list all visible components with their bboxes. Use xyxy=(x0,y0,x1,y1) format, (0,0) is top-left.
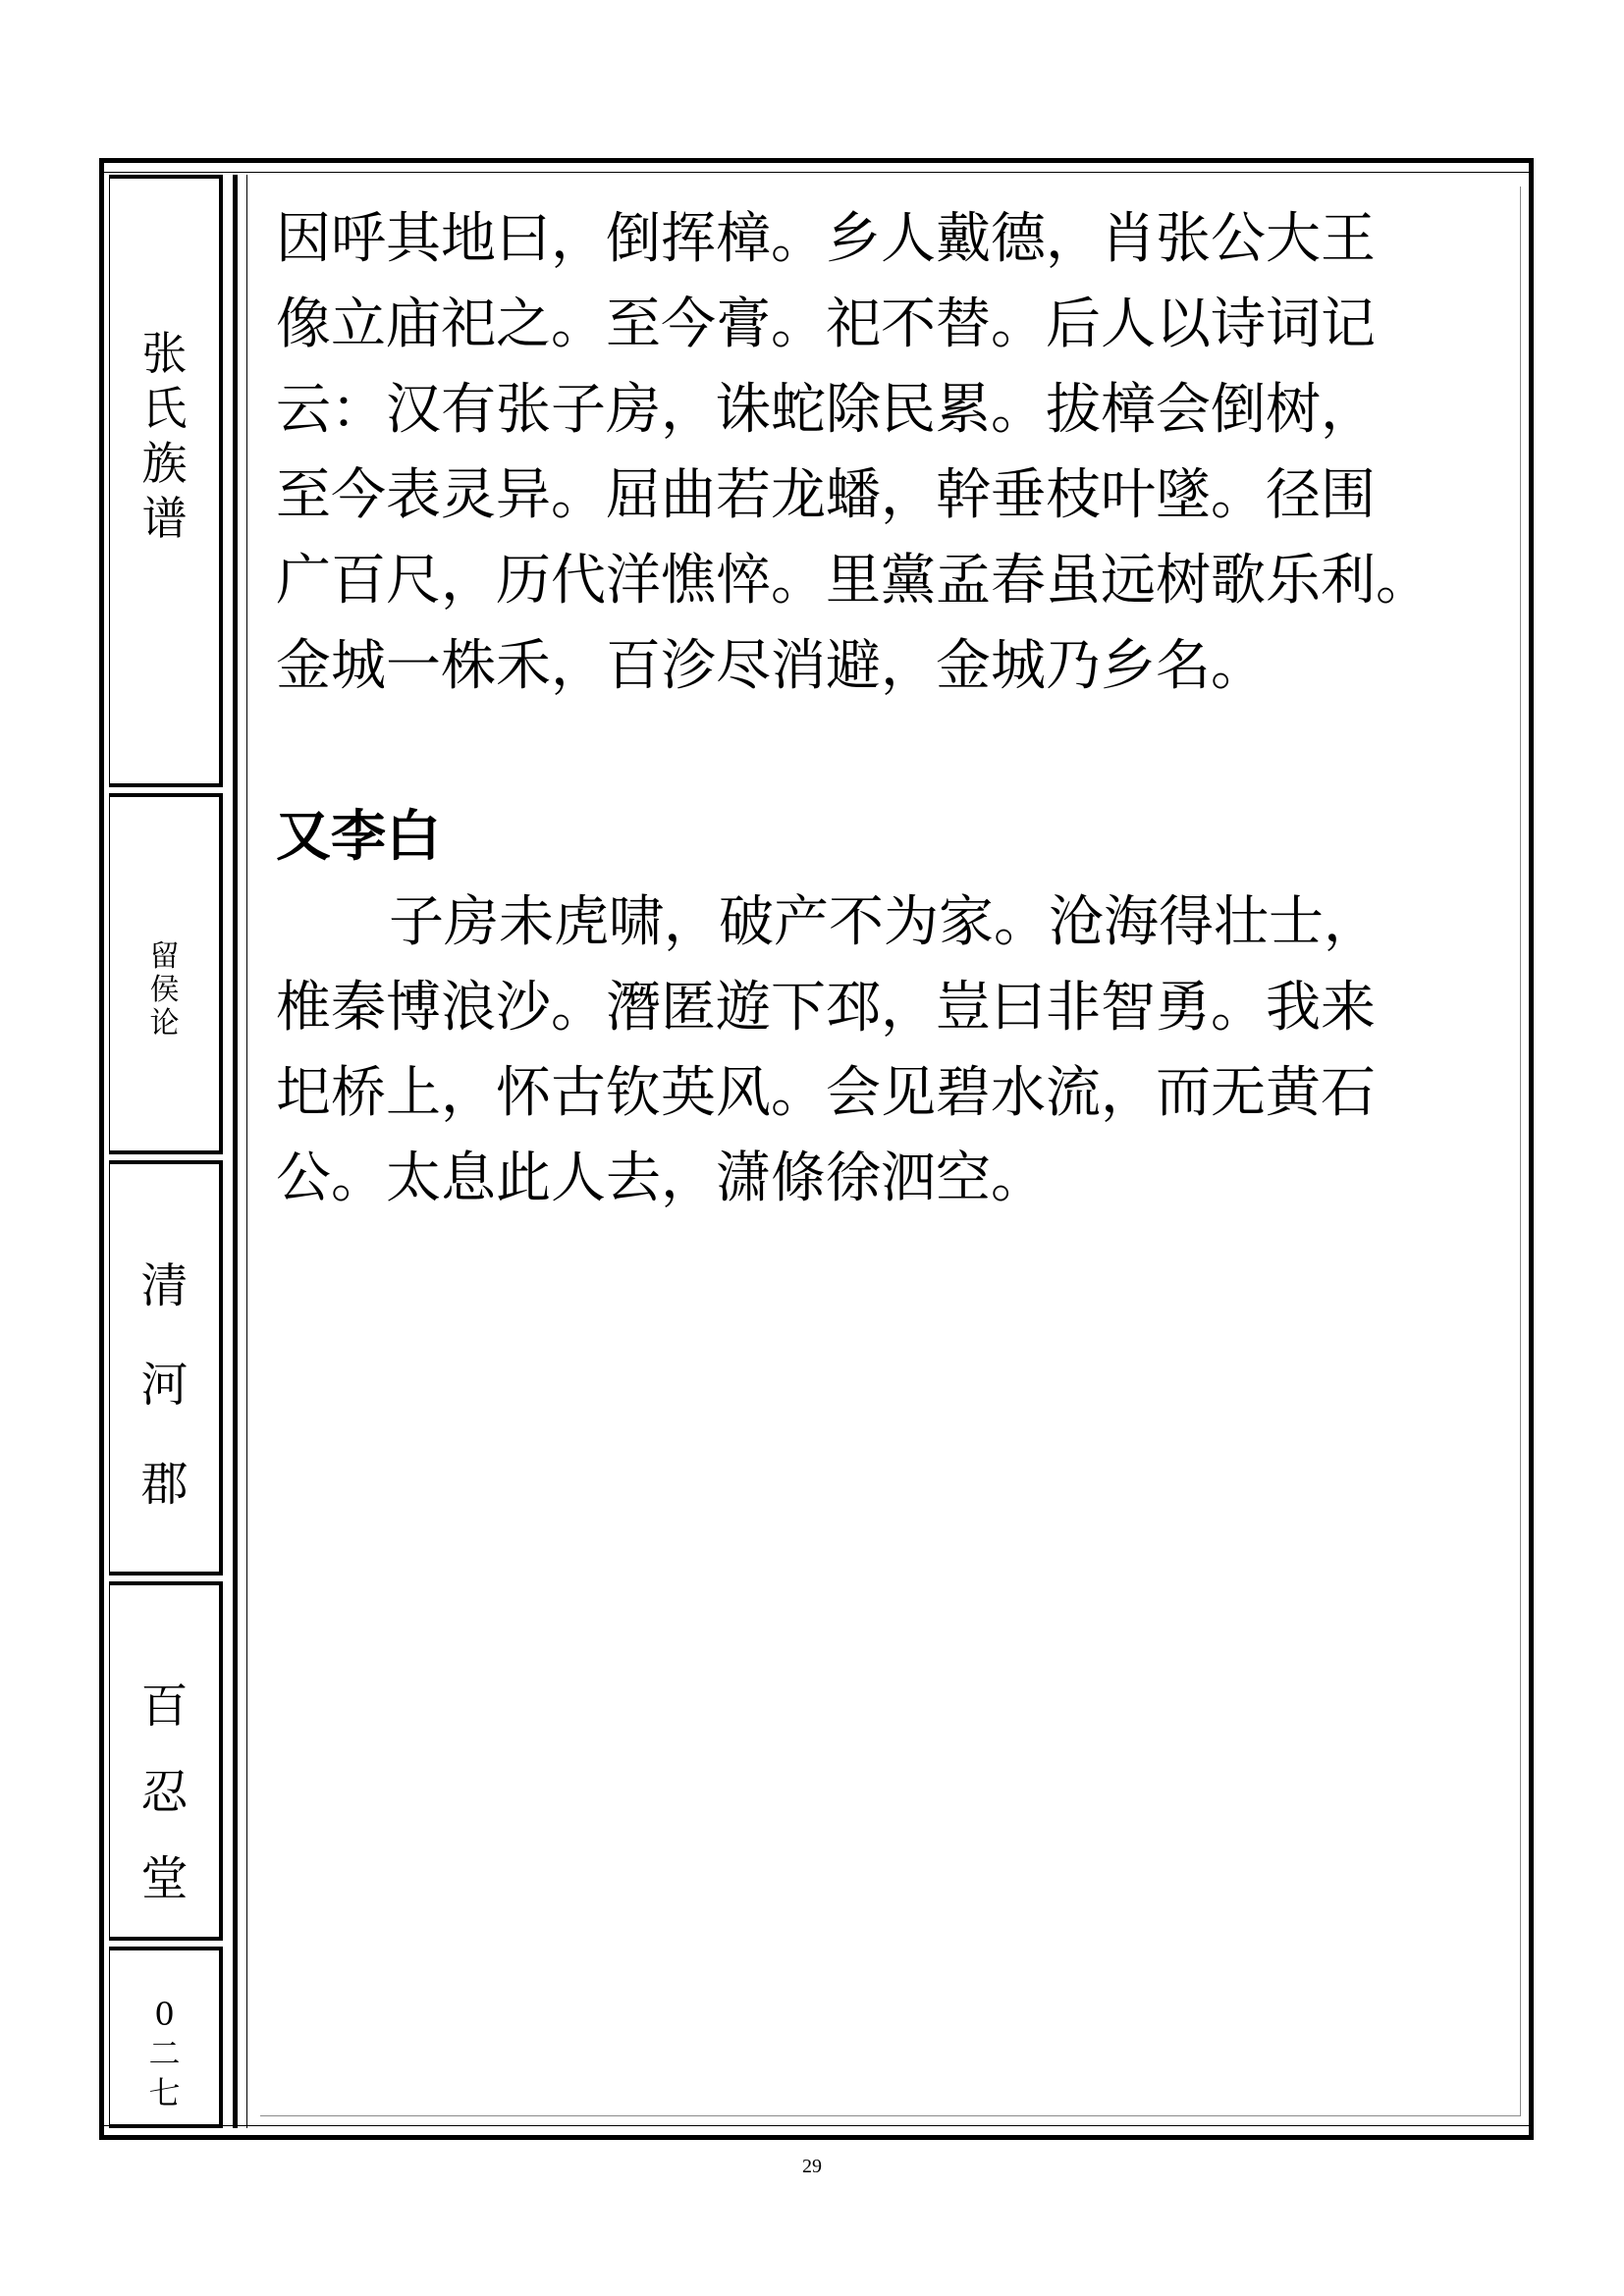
sidebar-char: 郡 xyxy=(140,1457,189,1512)
sidebar xyxy=(109,175,223,2128)
sidebar-char: 七 xyxy=(148,2074,181,2111)
sidebar-char: 清 xyxy=(140,1258,189,1313)
sidebar-char: 侯 xyxy=(149,973,180,1007)
page-number: 29 xyxy=(802,2156,822,2177)
text-line: 金城一株禾，百沴尽消避，金城乃乡名。 xyxy=(276,634,1266,698)
sidebar-clan-origin xyxy=(109,1160,223,1575)
text-line: 云：汉有张子房，诛蛇除民累。拔樟会倒树， xyxy=(276,378,1376,442)
sidebar-char: 堂 xyxy=(140,1851,189,1906)
text-line: 椎秦博浪沙。潛匿遊下邳，豈曰非智勇。我来 xyxy=(276,976,1376,1040)
text-line: 圯桥上，怀古钦英风。会见碧水流，而无黄石 xyxy=(276,1061,1376,1125)
main-text xyxy=(276,196,1484,1221)
sidebar-char: 二 xyxy=(148,2035,181,2072)
text-line: 广百尺，历代洋憔悴。里黨孟春虽远树歌乐利。 xyxy=(276,549,1431,613)
frame-inner-top-line xyxy=(104,172,1529,173)
poem-heading: 又李白 xyxy=(276,805,441,869)
text-line: 因呼其地曰，倒挥樟。乡人戴德，肖张公大王 xyxy=(276,207,1376,271)
sidebar-char: 河 xyxy=(140,1358,189,1413)
sidebar-char: 族 xyxy=(141,437,188,490)
sidebar-char: 留 xyxy=(149,939,180,974)
text-line: 至今表灵异。屈曲若龙蟠，幹垂枝叶墜。径围 xyxy=(276,463,1376,527)
content-inner-left-line xyxy=(246,175,247,2128)
sidebar-char: 张 xyxy=(141,327,188,380)
sidebar-char: 百 xyxy=(140,1679,189,1734)
sidebar-char: 忍 xyxy=(140,1765,189,1820)
text-line: 子房未虎啸，破产不为家。沧海得壮士， xyxy=(389,890,1379,954)
sidebar-char: 0 xyxy=(154,1996,175,2033)
sidebar-char: 氏 xyxy=(141,382,188,435)
sidebar-page-number xyxy=(109,1947,223,2128)
sidebar-char: 谱 xyxy=(141,492,188,545)
text-line: 像立庙祀之。至今膏。祀不替。后人以诗词记 xyxy=(276,293,1376,356)
sidebar-book-title xyxy=(109,175,223,787)
text-line: 公。太息此人去，潇條徐泗空。 xyxy=(276,1147,1046,1210)
sidebar-char: 论 xyxy=(149,1006,180,1041)
sidebar-hall-name xyxy=(109,1581,223,1941)
sidebar-section-title xyxy=(109,793,223,1154)
